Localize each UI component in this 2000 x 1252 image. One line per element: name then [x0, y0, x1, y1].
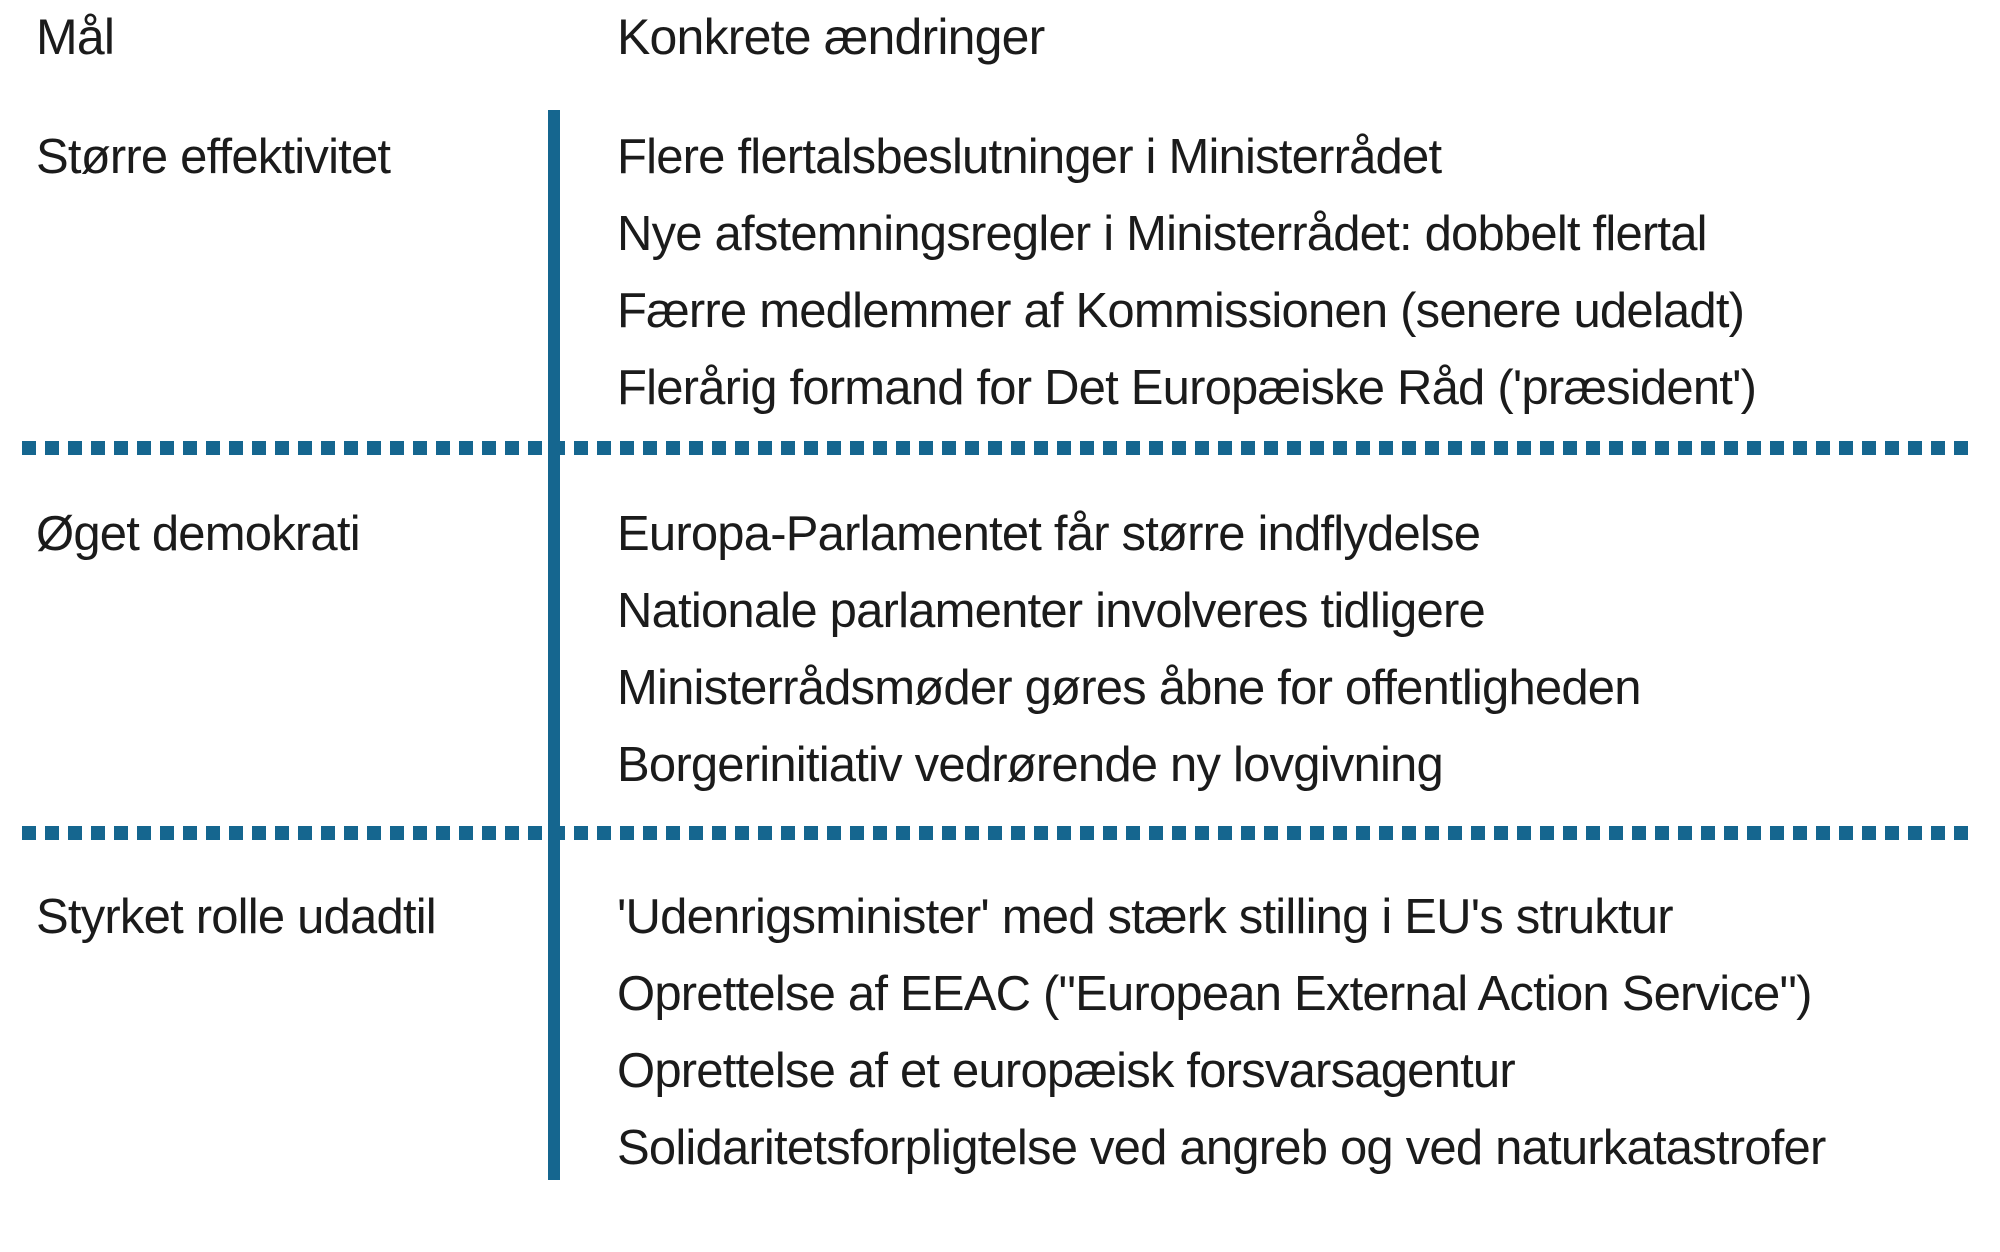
change-item: Flere flertalsbeslutninger i Ministerrådet	[617, 130, 1442, 184]
changes-list	[617, 496, 1641, 804]
change-item: Færre medlemmer af Kommissionen (senere udeladt)	[617, 284, 1745, 338]
change-item: Oprettelse af et europæisk forsvarsagentur	[617, 1044, 1515, 1098]
column-divider-line	[548, 110, 560, 1180]
goal-label: Styrket rolle udadtil	[36, 890, 436, 944]
section-separator-dotted-line	[22, 441, 1970, 455]
change-item: Flerårig formand for Det Europæiske Råd ('præsident')	[617, 361, 1757, 415]
change-item: Oprettelse af EEAC ("European External Action Service")	[617, 967, 1812, 1021]
change-item: Nationale parlamenter involveres tidligere	[617, 584, 1485, 638]
goal-label: Øget demokrati	[36, 507, 360, 561]
change-item: Solidaritetsforpligtelse ved angreb og ved naturkatastrofer	[617, 1121, 1826, 1175]
change-item: Nye afstemningsregler i Ministerrådet: dobbelt flertal	[617, 207, 1707, 261]
section-separator-dotted-line	[22, 826, 1970, 840]
changes-list	[617, 119, 1756, 427]
change-item: Europa-Parlamentet får større indflydelse	[617, 507, 1481, 561]
column-header-goals: Mål	[36, 9, 115, 65]
column-header-changes: Konkrete ændringer	[617, 9, 1045, 65]
change-item: Borgerinitiativ vedrørende ny lovgivning	[617, 738, 1443, 792]
changes-list	[617, 879, 1825, 1187]
change-item: Ministerrådsmøder gøres åbne for offentligheden	[617, 661, 1641, 715]
change-item: 'Udenrigsminister' med stærk stilling i EU's struktur	[617, 890, 1673, 944]
goal-label: Større effektivitet	[36, 130, 391, 184]
